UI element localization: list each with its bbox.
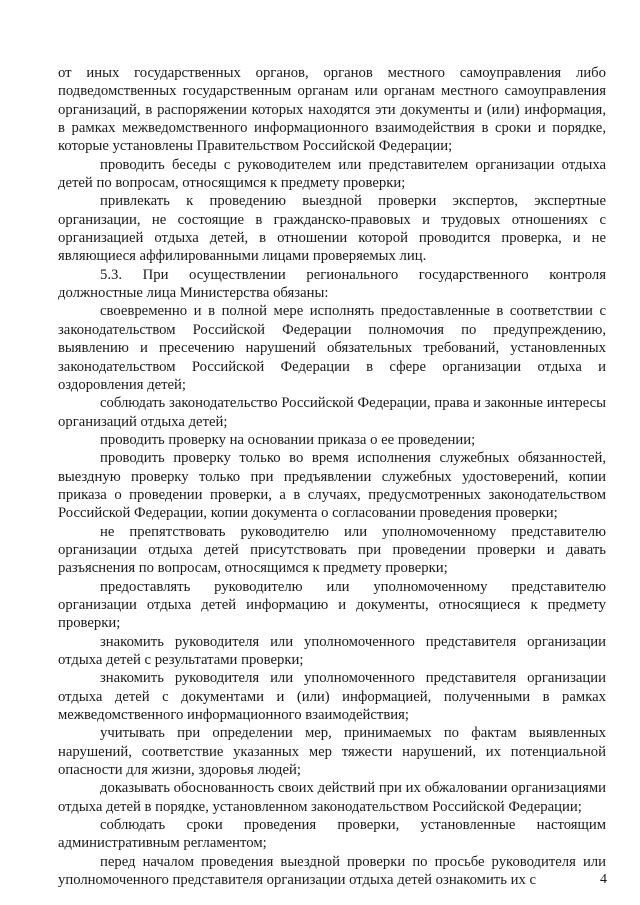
document-body [58,64,606,889]
paragraph-7: проводить проверку на основании приказа о ее проведении; [100,431,476,448]
paragraph-15: соблюдать сроки проведения проверки, установленные настоящим административным регламентом; [58,817,606,852]
paragraph-6: соблюдать законодательство Российской Федерации, права и законные интересы организаций отдыха детей; [58,395,606,430]
paragraph-8: проводить проверку только во время исполнения служебных обязанностей, выездную проверку только при предъявлении служебных удостоверений, копии приказа о проведении проверки, а в случаях, предусмотренных законодательством Российской Федерации, копии документа о согласовании проведения проверки; [58,450,606,522]
paragraph-16: перед началом проведения выездной проверки по просьбе руководителя или уполномоченного представителя организации отдыха детей ознакомить их с [58,853,606,889]
paragraph-1: от иных государственных органов, органов местного самоуправления либо подведомственных государственным органам или органам местного самоуправления организаций, в распоряжении которых находятся эти документы и (или) информация, в рамках межведомственного информационного взаимодействия в сроки и порядке, которые установлены Правительством Российской Федерации; [58,65,606,155]
paragraph-10: предоставлять руководителю или уполномоченному представителю организации отдыха детей информацию и документы, относящиеся к предмету проверки; [58,578,606,632]
paragraph-13: учитывать при определении мер, принимаемых по фактам выявленных нарушений, соответствие указанных мер тяжести нарушений, их потенциальной опасности для жизни, здоровья людей; [58,725,606,779]
paragraph-12: знакомить руководителя или уполномоченного представителя организации отдыха детей с документами и (или) информацией, полученными в рамках межведомственного информационного взаимодействия; [58,670,606,724]
paragraph-3: привлекать к проведению выездной проверки экспертов, экспертные организации, не состоящие в гражданско-правовых и трудовых отношениях с организацией отдыха детей, в отношении которой проводится проверка, и не являющиеся аффилированными лицами проверяемых лиц. [58,193,606,265]
paragraph-4: 5.3. При осуществлении регионального государственного контроля должностные лица Министерства обязаны: [58,266,606,302]
paragraph-14: доказывать обоснованность своих действий при их обжаловании организациями отдыха детей в порядке, установленном законодательством Российской Федерации; [58,780,606,815]
page-number: 4 [600,872,607,887]
paragraph-5: своевременно и в полной мере исполнять предоставленные в соответствии с законодательством Российской Федерации полномочия по предупреждению, выявлению и пресечению нарушений обязательных требований, установленных законодательством Российской Федерации в сфере организации отдыха и оздоровления детей; [58,303,606,393]
paragraph-11: знакомить руководителя или уполномоченного представителя организации отдыха детей с результатами проверки; [58,633,606,668]
paragraph-9: не препятствовать руководителю или уполномоченному представителю организации отдыха детей присутствовать при проведении проверки и давать разъяснения по вопросам, относящимся к предмету проверки; [58,523,606,577]
paragraph-2: проводить беседы с руководителем или представителем организации отдыха детей по вопросам, относящимся к предмету проверки; [58,156,606,192]
